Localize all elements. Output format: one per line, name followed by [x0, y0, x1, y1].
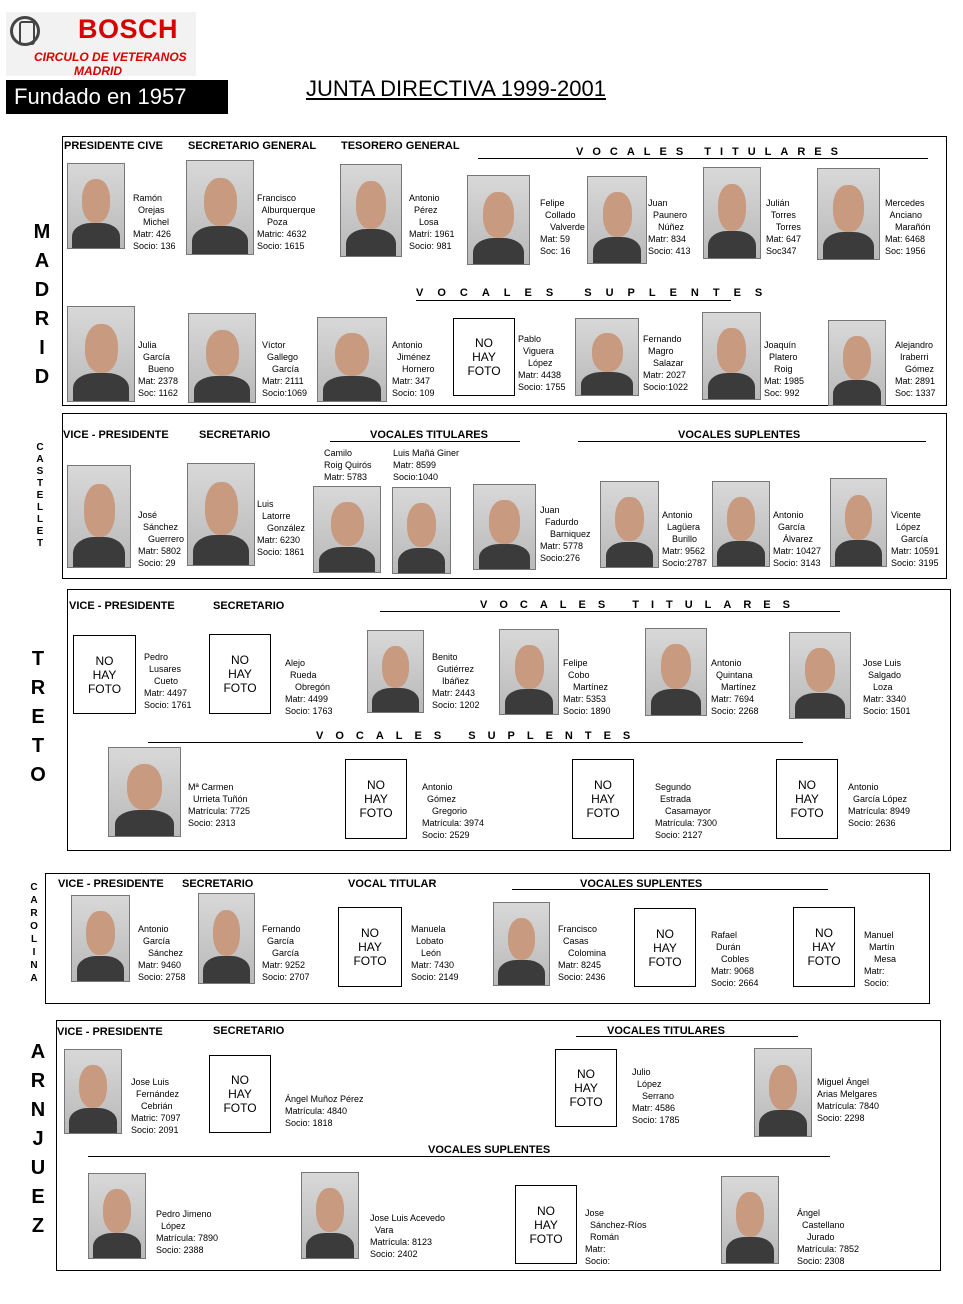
- member-info: Francisco Alburquerque Poza Matric: 4632 Socio: 1615: [257, 193, 316, 251]
- founded-banner: Fundado en 1957: [6, 80, 228, 114]
- label-vocales-suplentes: VOCALES SUPLENTES: [580, 878, 703, 890]
- member-info: Juan Fadurdo Barniquez Matr: 5778 Socio:276: [540, 505, 591, 563]
- member-info: Julia García Bueno Mat: 2378 Soc: 1162: [138, 340, 179, 398]
- section-label-carolina: C A R O L I N A: [30, 882, 38, 984]
- member-info: Jose Sánchez-Ríos Román Matr: Socio:: [585, 1208, 647, 1266]
- no-photo-placeholder: NO HAY FOTO: [453, 318, 515, 396]
- member-info: Fernando García García Matr: 9252 Socio: 2707: [262, 924, 310, 982]
- member-info: Miguel Ángel Arias Melgares Matrícula: 7840 Socio: 2298: [817, 1077, 880, 1123]
- member-photo: [467, 175, 530, 265]
- member-info: Vicente López García Matr: 10591 Socio: 3195: [891, 510, 940, 568]
- no-photo-placeholder: NO HAY FOTO: [345, 759, 407, 839]
- no-photo-placeholder: NO HAY FOTO: [776, 759, 838, 839]
- member-info: Alejandro Iraberri Gómez Mat: 2891 Soc: 1337: [895, 340, 936, 398]
- section-label-aranjuez: A R N J U E Z: [30, 1041, 46, 1237]
- member-photo: [645, 628, 707, 716]
- member-photo: [367, 630, 424, 713]
- member-photo: [67, 465, 131, 568]
- member-info: Jose Luis Fernández Cebrián Matric: 7097 Socio: 2091: [131, 1077, 181, 1135]
- member-info: Pedro Lusares Cueto Matr: 4497 Socio: 1761: [144, 652, 192, 710]
- member-info: Ramón Orejas Michel Matr: 426 Socio: 136: [133, 193, 176, 251]
- member-photo: [313, 486, 381, 573]
- member-info: Mª Carmen Urrieta Tuñón Matrícula: 7725 Socio: 2313: [188, 782, 251, 828]
- label-secretario-general: SECRETARIO GENERAL: [188, 140, 317, 152]
- member-info: Felipe Collado Valverde Mat: 59 Soc: 16: [540, 198, 585, 256]
- member-info: Jose Luis Acevedo Vara Matrícula: 8123 Socio: 2402: [370, 1213, 446, 1259]
- member-info: Antonio García López Matrícula: 8949 Socio: 2636: [848, 782, 911, 828]
- section-label-madrid: M A D R I D: [33, 221, 51, 388]
- member-photo: [703, 167, 761, 259]
- member-info: Joaquín Platero Roig Mat: 1985 Soc: 992: [764, 340, 805, 398]
- member-photo: [67, 163, 125, 249]
- member-info: Antonio Pérez Losa Matrí: 1961 Socio: 981: [409, 193, 455, 251]
- member-info: Francisco Casas Colomina Matr: 8245 Socio: 2436: [558, 924, 607, 982]
- member-photo: [188, 313, 256, 403]
- member-info: Felipe Cobo Martínez Matr: 5353 Socio: 1890: [563, 658, 611, 716]
- label-tesorero-general: TESORERO GENERAL: [341, 140, 460, 152]
- label-secretario: SECRETARIO: [213, 600, 285, 612]
- member-photo: [499, 629, 559, 715]
- member-photo: [301, 1172, 359, 1259]
- member-photo: [702, 312, 761, 400]
- label-vice-presidente: VICE - PRESIDENTE: [69, 600, 175, 612]
- member-photo: [600, 481, 659, 568]
- page-title: JUNTA DIRECTIVA 1999-2001: [306, 76, 606, 101]
- member-info: Antonio Quintana Martínez Matr: 7694 Socio: 2268: [711, 658, 759, 716]
- no-photo-placeholder: NO HAY FOTO: [572, 759, 634, 839]
- label-vocales-titulares: VOCALES TITULARES: [607, 1025, 725, 1037]
- label-vocales-titulares: VOCALES TITULARES: [480, 599, 802, 611]
- member-info: Ángel Muñoz Pérez Matrícula: 4840 Socio: 1818: [285, 1094, 364, 1128]
- member-photo: [187, 463, 255, 566]
- label-secretario: SECRETARIO: [213, 1025, 285, 1037]
- no-photo-placeholder: NO HAY FOTO: [209, 634, 271, 714]
- label-vocales-titulares: VOCALES TITULARES: [370, 429, 488, 441]
- underline: [148, 742, 803, 743]
- label-vice-presidente: VICE - PRESIDENTE: [57, 1026, 163, 1038]
- member-photo: [789, 632, 851, 719]
- label-vice-presidente: VICE - PRESIDENTE: [63, 429, 169, 441]
- member-info: Víctor Gallego García Matr: 2111 Socio:1069: [262, 340, 308, 398]
- brand-name: BOSCH: [78, 14, 179, 44]
- member-info: Mercedes Anciano Marañón Mat: 6468 Soc: 1956: [885, 198, 931, 256]
- member-info: Manuel Martín Mesa Matr: Socio:: [864, 930, 897, 988]
- member-photo: [721, 1176, 779, 1264]
- member-photo: [712, 481, 770, 567]
- member-info: Antonio García Sánchez Matr: 9460 Socio: 2758: [138, 924, 186, 982]
- member-photo: [88, 1173, 146, 1259]
- member-photo: [817, 168, 880, 260]
- member-info: Pedro Jimeno López Matrícula: 7890 Socio: 2388: [156, 1209, 219, 1255]
- member-info: Antonio Jiménez Hornero Matr: 347 Socio: 109: [392, 340, 435, 398]
- member-photo: [67, 306, 135, 402]
- member-photo: [828, 320, 886, 406]
- member-photo: [754, 1048, 812, 1137]
- no-photo-placeholder: NO HAY FOTO: [515, 1185, 577, 1264]
- section-label-treto: T R E T O: [30, 648, 46, 786]
- underline: [88, 1156, 830, 1157]
- member-photo: [108, 747, 181, 837]
- member-info: Juan Paunero Núñez Matr: 834 Socio: 413: [648, 198, 691, 256]
- member-photo: [340, 164, 402, 257]
- no-photo-placeholder: NO HAY FOTO: [338, 907, 402, 987]
- member-info: Antonio Gómez Gregorio Matrícula: 3974 Socio: 2529: [422, 782, 485, 840]
- underline: [330, 441, 520, 442]
- no-photo-placeholder: NO HAY FOTO: [793, 907, 855, 987]
- underline: [416, 300, 731, 301]
- member-info: Fernando Magro Salazar Matr: 2027 Socio:1022: [643, 334, 689, 392]
- member-photo: [392, 487, 451, 574]
- label-vice-presidente: VICE - PRESIDENTE: [58, 878, 164, 890]
- label-secretario: SECRETARIO: [182, 878, 254, 890]
- member-info: Antonio Lagüera Burillo Matr: 9562 Socio:2787: [662, 510, 708, 568]
- label-vocales-suplentes: VOCALES SUPLENTES: [416, 287, 777, 299]
- member-info: Jose Luis Salgado Loza Matr: 3340 Socio: 1501: [863, 658, 911, 716]
- no-photo-placeholder: NO HAY FOTO: [555, 1049, 617, 1127]
- club-city: MADRID: [74, 64, 122, 78]
- label-secretario: SECRETARIO: [199, 429, 271, 441]
- member-info: José Sánchez Guerrero Matr: 5802 Socio: 29: [138, 510, 185, 568]
- member-photo: [64, 1049, 122, 1134]
- member-info: Segundo Estrada Casamayor Matrícula: 7300 Socio: 2127: [655, 782, 718, 840]
- member-info: Pablo Viguera López Matr: 4438 Socio: 1755: [518, 334, 566, 392]
- no-photo-placeholder: NO HAY FOTO: [209, 1055, 271, 1133]
- bosch-armature-icon: [10, 16, 40, 46]
- club-name: CIRCULO DE VETERANOS: [34, 50, 187, 64]
- member-info: Luis Latorre González Matr: 6230 Socio: 1861: [257, 499, 306, 557]
- label-vocal-titular: VOCAL TITULAR: [348, 878, 437, 890]
- label-vocales-suplentes: VOCALES SUPLENTES: [678, 429, 801, 441]
- member-photo: [587, 176, 647, 264]
- member-photo: [575, 318, 639, 396]
- underline: [578, 441, 926, 442]
- member-info: Luis Mañá Giner Matr: 8599 Socio:1040: [393, 448, 460, 482]
- member-photo: [71, 895, 130, 982]
- member-info: Camilo Roig Quirós Matr: 5783: [324, 448, 372, 482]
- member-photo: [317, 317, 387, 402]
- member-photo: [493, 902, 550, 986]
- section-label-castellet: C A S T E L L E T: [36, 442, 44, 549]
- member-info: Ángel Castellano Jurado Matrícula: 7852 Socio: 2308: [797, 1208, 860, 1266]
- underline: [380, 611, 840, 612]
- no-photo-placeholder: NO HAY FOTO: [634, 908, 696, 987]
- member-info: Benito Gutiérrez Ibáñez Matr: 2443 Socio: 1202: [432, 652, 480, 710]
- member-info: Alejo Rueda Obregón Matr: 4499 Socio: 1763: [285, 658, 333, 716]
- underline: [512, 889, 828, 890]
- label-vocales-suplentes: VOCALES SUPLENTES: [428, 1144, 551, 1156]
- member-photo: [198, 893, 255, 984]
- underline: [576, 1036, 798, 1037]
- member-photo: [830, 478, 887, 567]
- member-photo: [473, 484, 536, 570]
- member-photo: [186, 160, 254, 255]
- member-info: Rafael Durán Cobles Matr: 9068 Socio: 2664: [711, 930, 759, 988]
- label-presidente: PRESIDENTE CIVE: [64, 140, 164, 152]
- no-photo-placeholder: NO HAY FOTO: [73, 635, 136, 714]
- member-info: Julio López Serrano Matr: 4586 Socio: 1785: [632, 1067, 680, 1125]
- member-info: Manuela Lobato León Matr: 7430 Socio: 2149: [411, 924, 459, 982]
- label-vocales-suplentes: VOCALES SUPLENTES: [316, 730, 643, 742]
- underline: [478, 158, 928, 159]
- label-vocales-titulares: VOCALES TITULARES: [576, 146, 847, 158]
- member-info: Antonio García Álvarez Matr: 10427 Socio: 3143: [773, 510, 822, 568]
- member-info: Julián Torres Torres Mat: 647 Soc347: [766, 198, 802, 256]
